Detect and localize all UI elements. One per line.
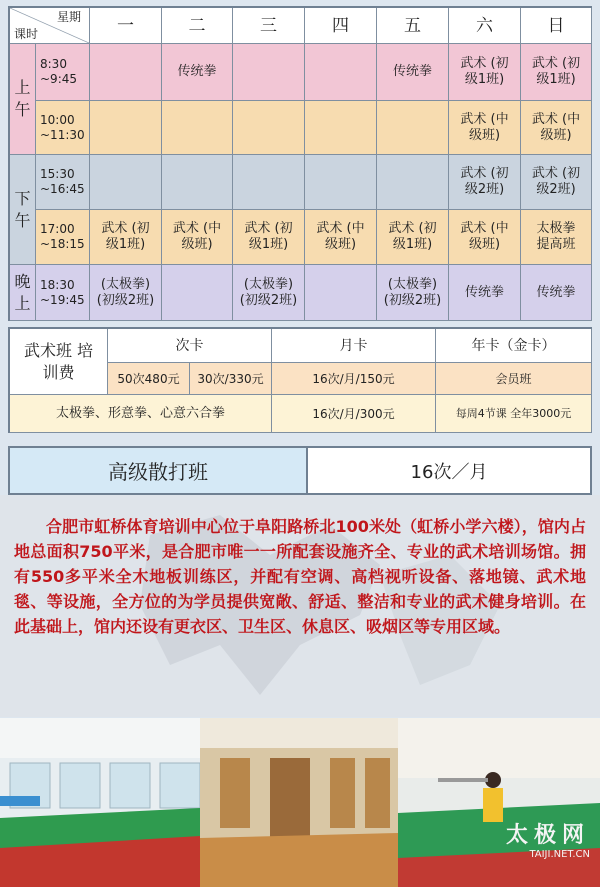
class-cell [377, 155, 449, 210]
class-cell: 武术 (中级班) [521, 101, 592, 155]
fee-taiji-label: 太极拳、形意拳、心意六合拳 [10, 395, 272, 433]
time-cell: 15:30 ~16:45 [36, 155, 90, 210]
day-header: 四 [305, 8, 377, 44]
class-cell [90, 101, 162, 155]
class-cell [377, 101, 449, 155]
class-cell: 传统拳 [162, 44, 233, 101]
class-cell: 传统拳 [377, 44, 449, 101]
class-cell: 武术 (中级班) [305, 210, 377, 265]
class-cell: (太极拳) (初级2班) [377, 265, 449, 321]
class-cell: 武术 (中级班) [449, 210, 521, 265]
gym-photo-wallbars [200, 718, 398, 887]
time-cell: 10:00 ~11:30 [36, 101, 90, 155]
day-header: 三 [233, 8, 305, 44]
fee-header: 年卡（金卡） [436, 329, 592, 363]
class-cell: 武术 (初级1班) [233, 210, 305, 265]
fee-table [8, 327, 592, 433]
class-cell: 传统拳 [521, 265, 592, 321]
class-cell [162, 155, 233, 210]
class-cell: 武术 (初级1班) [90, 210, 162, 265]
fee-taiji-nianka: 每周4节课 全年3000元 [436, 395, 592, 433]
time-cell: 18:30 ~19:45 [36, 265, 90, 321]
class-cell: 武术 (初级1班) [521, 44, 592, 101]
class-cell [233, 44, 305, 101]
fee-cika-b: 30次/330元 [190, 363, 272, 395]
class-cell: (太极拳) (初级2班) [233, 265, 305, 321]
sanda-title: 高级散打班 [10, 448, 308, 493]
time-cell: 17:00 ~18:15 [36, 210, 90, 265]
class-cell: 武术 (初级2班) [449, 155, 521, 210]
sanda-price: 16次／月 [308, 448, 590, 493]
fee-yueka: 16次/月/150元 [272, 363, 436, 395]
fee-nianka: 会员班 [436, 363, 592, 395]
class-cell: 武术 (中级班) [162, 210, 233, 265]
class-cell [305, 265, 377, 321]
class-cell [305, 101, 377, 155]
group-label-morning: 上午 [10, 44, 36, 155]
fee-title: 武术班 培训费 [10, 329, 108, 395]
site-logo [440, 818, 590, 868]
center-description: 合肥市虹桥体育培训中心位于阜阳路桥北100米处（虹桥小学六楼），馆内占地总面积750平米，是合肥市唯一一所配套设施齐全、专业的武术培训场馆。拥有550多平米全木地板训练区，并配有空调、高档视听设备、落地镜、武术地毯、等设施，全方位的为学员提供宽敞、舒适、整洁和专业的武术健身培训。在此基础上，馆内还设有更衣区、卫生区、休息区、吸烟区等专用区域。 [14, 517, 586, 636]
class-cell: 武术 (初级1班) [377, 210, 449, 265]
corner-period-label: 课时 [14, 27, 39, 41]
class-cell: (太极拳) (初级2班) [90, 265, 162, 321]
site-logo-text: 太极网 [505, 823, 590, 848]
day-header: 日 [521, 8, 592, 44]
time-cell: 8:30 ~9:45 [36, 44, 90, 101]
class-cell: 武术 (初级1班) [449, 44, 521, 101]
class-cell [233, 155, 305, 210]
fee-cika-a: 50次480元 [108, 363, 190, 395]
fee-taiji-yueka: 16次/月/300元 [272, 395, 436, 433]
schedule-table [8, 6, 592, 321]
class-cell [162, 101, 233, 155]
corner-cell [10, 8, 90, 44]
gym-photo-hall [0, 718, 200, 887]
fee-header: 月卡 [272, 329, 436, 363]
class-cell: 传统拳 [449, 265, 521, 321]
class-cell [162, 265, 233, 321]
class-cell [233, 101, 305, 155]
class-cell [305, 44, 377, 101]
corner-day-label: 星期 [56, 10, 81, 24]
fee-header: 次卡 [108, 329, 272, 363]
day-header: 一 [90, 8, 162, 44]
group-label-evening: 晚上 [10, 265, 36, 321]
day-header: 二 [162, 8, 233, 44]
class-cell [305, 155, 377, 210]
sanda-banner [8, 446, 592, 495]
site-url: TAIJI.NET.CN [529, 849, 590, 860]
day-header: 五 [377, 8, 449, 44]
class-cell: 武术 (中级班) [449, 101, 521, 155]
class-cell [90, 44, 162, 101]
class-cell: 武术 (初级2班) [521, 155, 592, 210]
class-cell [90, 155, 162, 210]
day-header: 六 [449, 8, 521, 44]
class-cell: 太极拳 提高班 [521, 210, 592, 265]
group-label-afternoon: 下午 [10, 155, 36, 265]
